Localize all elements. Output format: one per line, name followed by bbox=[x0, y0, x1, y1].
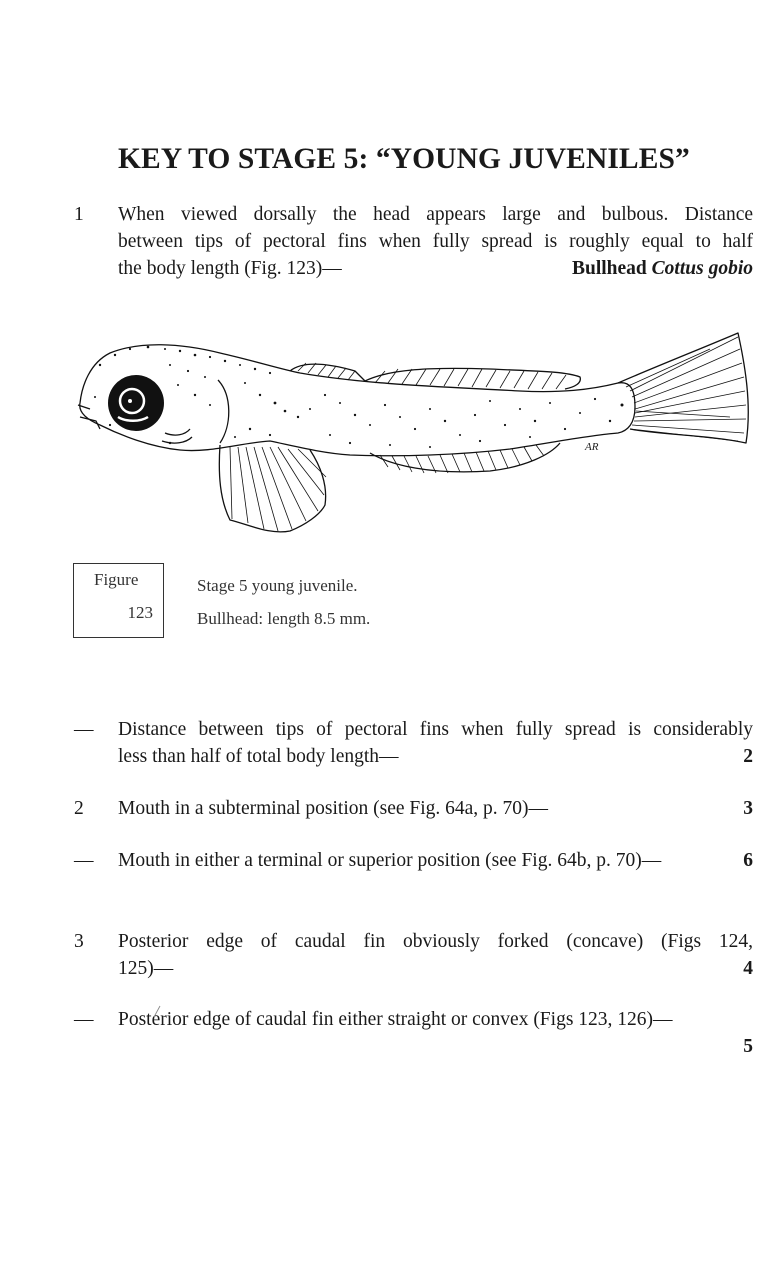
figure-label-box bbox=[73, 563, 164, 638]
leads-to-number[interactable]: 2 bbox=[743, 746, 753, 767]
couplet-number: 1 bbox=[74, 204, 84, 225]
figure-caption: Stage 5 young juvenile. Bullhead: length 8.5 mm. bbox=[197, 576, 371, 628]
key-couplet-3 bbox=[0, 928, 778, 982]
key-couplet-2-alt bbox=[0, 847, 778, 874]
artist-initials: AR bbox=[585, 441, 599, 453]
page-title: KEY TO STAGE 5: “YOUNG JUVENILES” bbox=[118, 143, 690, 175]
couplet-text: Mouth in either a terminal or superior position (see Fig. 64b, p. 70)— bbox=[118, 850, 662, 871]
key-couplet-1 bbox=[0, 201, 778, 282]
figure-number: 123 bbox=[127, 603, 153, 622]
couplet-result: Bullhead Cottus gobio bbox=[572, 258, 753, 279]
couplet-number: 3 bbox=[74, 931, 84, 952]
leads-to-number[interactable]: 6 bbox=[743, 850, 753, 871]
fish-illustration bbox=[70, 325, 760, 545]
leads-to-number[interactable]: 3 bbox=[743, 798, 753, 819]
key-couplet-2 bbox=[0, 795, 778, 822]
couplet-text: Distance between tips of pectoral fins when fully spread is considerably less than half of total body length— bbox=[118, 719, 753, 767]
couplet-number: — bbox=[74, 850, 94, 871]
couplet-number: — bbox=[74, 719, 94, 740]
couplet-text: Posterior edge of caudal fin obviously forked (concave) (Figs 124, 125)— bbox=[118, 931, 753, 979]
leads-to-number[interactable]: 4 bbox=[743, 958, 753, 979]
pencil-mark bbox=[152, 1005, 162, 1019]
couplet-text: Mouth in a subterminal position (see Fig. 64a, p. 70)— bbox=[118, 798, 549, 819]
key-couplet-3-alt bbox=[0, 1006, 778, 1060]
couplet-number: 2 bbox=[74, 798, 84, 819]
scientific-name: Cottus gobio bbox=[651, 258, 753, 279]
couplet-text: Posterior edge of caudal fin either straight or convex (Figs 123, 126)— bbox=[118, 1009, 673, 1030]
key-couplet-1-alt bbox=[0, 716, 778, 770]
figure-label: Figure bbox=[94, 570, 139, 589]
couplet-number: — bbox=[74, 1009, 94, 1030]
couplet-text: When viewed dorsally the head appears large and bulbous. Distance between tips of pectoral fins when fully spread is roughly equal to half the body length (Fig. 123)— bbox=[118, 204, 753, 279]
leads-to-number[interactable]: 5 bbox=[743, 1036, 753, 1057]
